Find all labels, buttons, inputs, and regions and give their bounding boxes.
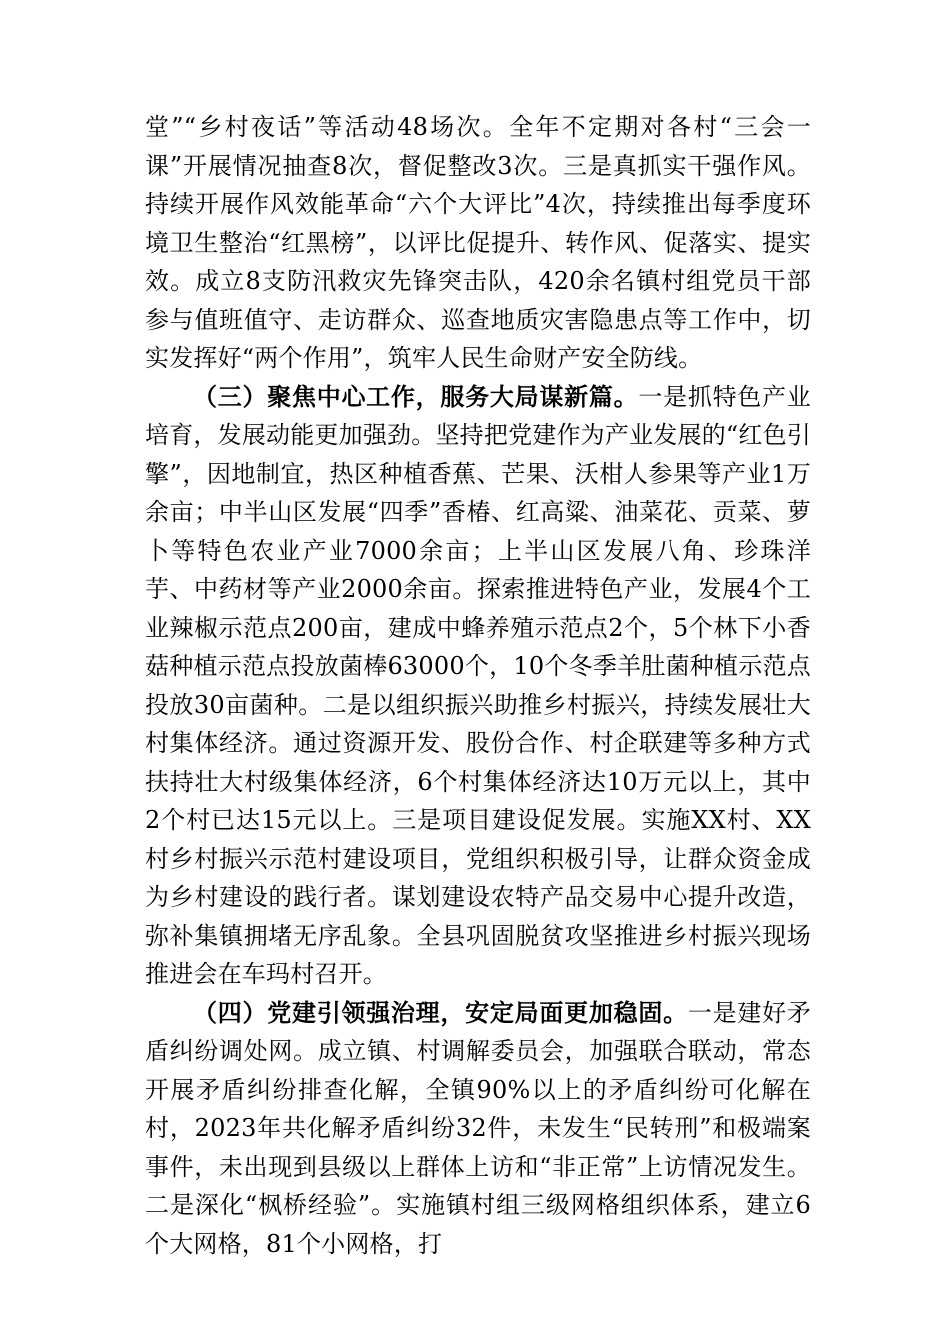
paragraph-1	[145, 108, 811, 378]
paragraph-3-heading: （四）党建引领强治理，安定局面更加稳固。	[193, 997, 688, 1027]
document-body	[145, 108, 811, 1263]
paragraph-3-text: 一是建好矛盾纠纷调处网。成立镇、村调解委员会，加强联合联动，常态开展矛盾纠纷排查化解，全镇90%以上的矛盾纠纷可化解在村，2023年共化解矛盾纠纷32件，未发生“民转刑”和极端案事件，未出现到县级以上群体上访和“非正常”上访情况发生。二是深化“枫桥经验”。实施镇村组三级网格组织体系，建立6个大网格，81个小网格，打	[145, 998, 812, 1258]
paragraph-1-text: 堂”“乡村夜话”等活动48场次。全年不定期对各村“三会一课”开展情况抽查8次，督促整改3次。三是真抓实干强作风。持续开展作风效能革命“六个大评比”4次，持续推出每季度环境卫生整治“红黑榜”，以评比促提升、转作风、促落实、提实效。成立8支防汛救灾先锋突击队，420余名镇村组党员干部参与值班值守、走访群众、巡查地质灾害隐患点等工作中，切实发挥好“两个作用”，筑牢人民生命财产安全防线。	[145, 113, 811, 372]
paragraph-2-heading: （三）聚焦中心工作，服务大局谋新篇。	[193, 381, 639, 411]
paragraph-2	[145, 378, 811, 994]
paragraph-3	[145, 994, 811, 1264]
paragraph-2-text: 一是抓特色产业培育，发展动能更加强劲。坚持把党建作为产业发展的“红色引擎”，因地制宜，热区种植香蕉、芒果、沃柑人参果等产业1万余亩；中半山区发展“四季”香椿、红高粱、油菜花、贡菜、萝卜等特色农业产业7000余亩；上半山区发展八角、珍珠洋芋、中药材等产业2000余亩。探索推进特色产业，发展4个工业辣椒示范点200亩，建成中蜂养殖示范点2个，5个林下小香菇种植示范点投放菌棒63000个，10个冬季羊肚菌种植示范点投放30亩菌种。二是以组织振兴助推乡村振兴，持续发展壮大村集体经济。通过资源开发、股份合作、村企联建等多种方式扶持壮大村级集体经济，6个村集体经济达10万元以上，其中2个村已达15元以上。三是项目建设促发展。实施XX村、XX村乡村振兴示范村建设项目，党组织积极引导，让群众资金成为乡村建设的践行者。谋划建设农特产品交易中心提升改造，弥补集镇拥堵无序乱象。全县巩固脱贫攻坚推进乡村振兴现场推进会在车玛村召开。	[145, 382, 811, 988]
